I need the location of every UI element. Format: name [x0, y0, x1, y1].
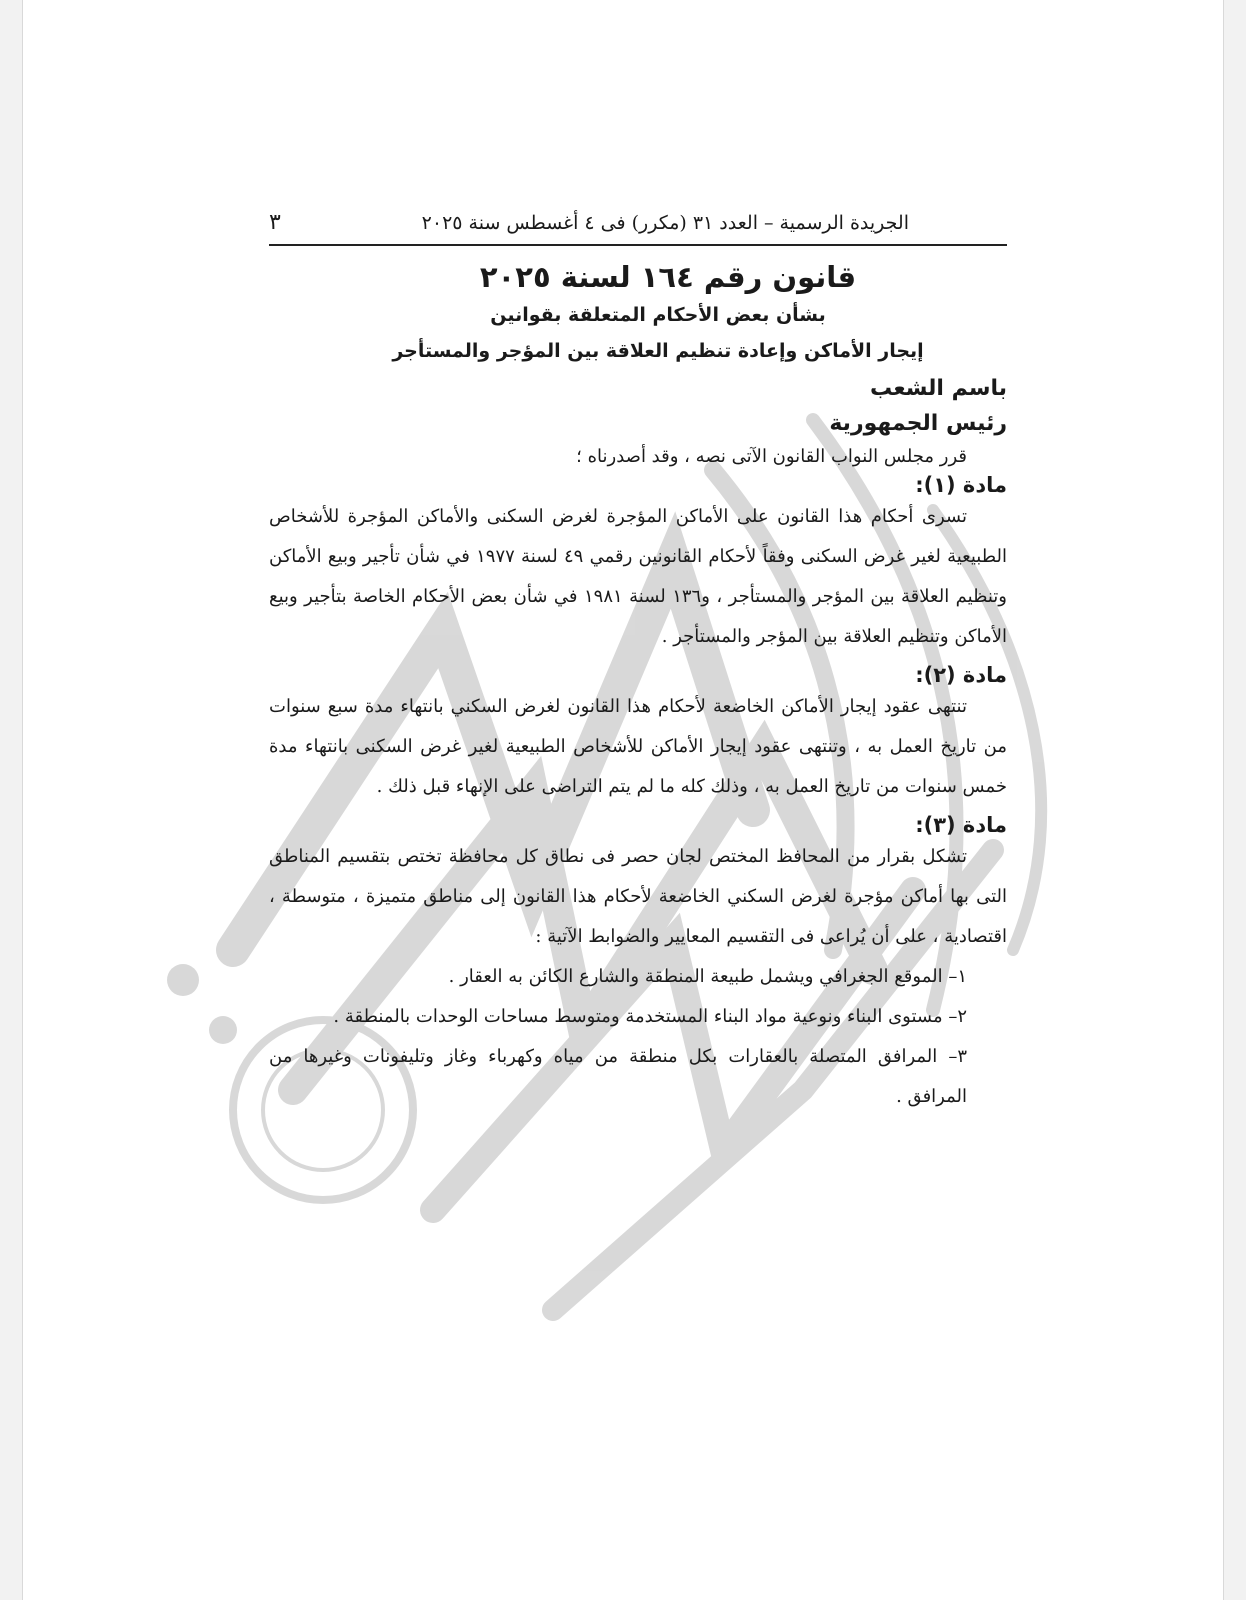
- article-3-text: تشكل بقرار من المحافظ المختص لجان حصر فى نطاق كل محافظة تختص بتقسيم المناطق التى بها أماكن مؤجرة لغرض السكني الخاضعة لأحكام هذا القانون إلى مناطق متميزة ، متوسطة ، اقتصادية ، على أن يُراعى فى التقسيم المعايير والضوابط الآتية :: [269, 846, 1007, 947]
- article-1-text: تسرى أحكام هذا القانون على الأماكن المؤجرة لغرض السكنى والأماكن المؤجرة للأشخاص الطبيعية لغير غرض السكنى وفقاً لأحكام القانونين رقمي ٤٩ لسنة ١٩٧٧ في شأن تأجير وبيع الأماكن وتنظيم العلاقة بين المؤجر والمستأجر ، و١٣٦ لسنة ١٩٨١ في شأن بعض الأحكام الخاصة بتأجير وبيع الأماكن وتنظيم العلاقة بين المؤجر والمستأجر .: [269, 506, 1007, 647]
- article-3-item-1: ١– الموقع الجغرافي ويشمل طبيعة المنطقة والشارع الكائن به العقار .: [448, 966, 967, 987]
- page-number: ٣: [269, 210, 281, 235]
- document-page: [22, 0, 1224, 1600]
- law-subtitle-line-2: إيجار الأماكن وإعادة تنظيم العلاقة بين المؤجر والمستأجر: [392, 340, 924, 362]
- parliament-intro: قرر مجلس النواب القانون الآتى نصه ، وقد أصدرناه ؛: [576, 446, 967, 467]
- law-title: قانون رقم ١٦٤ لسنة ٢٠٢٥: [479, 260, 857, 294]
- article-2-title: مادة (٢):: [915, 663, 1007, 687]
- in-the-name-of-people: باسم الشعب: [870, 376, 1007, 401]
- article-2-text: تنتهى عقود إيجار الأماكن الخاضعة لأحكام هذا القانون لغرض السكني بانتهاء مدة سبع سنوات من تاريخ العمل به ، وتنتهى عقود إيجار الأماكن للأشخاص الطبيعية لغير غرض السكنى بانتهاء مدة خمس سنوات من تاريخ العمل به ، وذلك كله ما لم يتم التراضى على الإنهاء قبل ذلك .: [269, 696, 1007, 797]
- article-3-item-3: ٣– المرافق المتصلة بالعقارات بكل منطقة من مياه وكهرباء وغاز وتليفونات وغيرها من المرافق .: [269, 1046, 967, 1107]
- article-3-item-2: ٢– مستوى البناء ونوعية مواد البناء المستخدمة ومتوسط مساحات الوحدات بالمنطقة .: [333, 1006, 967, 1027]
- gazette-header: [269, 206, 1007, 246]
- law-subtitle-line-1: بشأن بعض الأحكام المتعلقة بقوانين: [490, 304, 826, 326]
- president-title: رئيس الجمهورية: [829, 411, 1007, 436]
- gazette-issue-line: الجريدة الرسمية – العدد ٣١ (مكرر) فى ٤ أغسطس سنة ٢٠٢٥: [421, 212, 909, 234]
- article-3-title: مادة (٣):: [915, 813, 1007, 837]
- document-content: [269, 206, 1007, 1117]
- article-1-title: مادة (١):: [915, 473, 1007, 497]
